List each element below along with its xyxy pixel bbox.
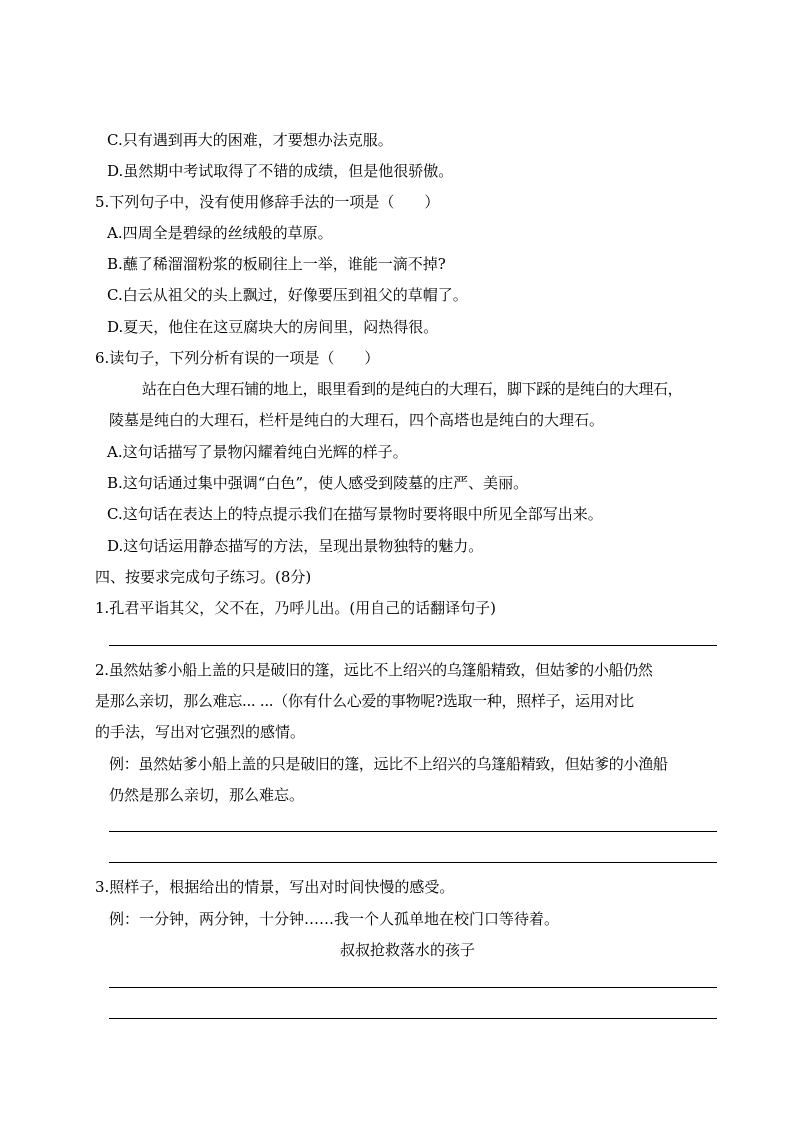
section4-q1: 1.孔君平诣其父，父不在，乃呼儿出。(用自己的话翻译句子) (95, 599, 497, 617)
section4-q2-line3: 的手法，写出对它强烈的感情。 (95, 723, 306, 741)
q6-option-a: A.这句话描写了景物闪耀着纯白光辉的样子。 (107, 443, 408, 461)
q4-option-d: D.虽然期中考试取得了不错的成绩，但是他很骄傲。 (107, 162, 454, 180)
q5-option-a: A.四周全是碧绿的丝绒般的草原。 (107, 224, 333, 242)
section4-q2-example-line1: 例：虽然姑爹小船上盖的只是破旧的篷，远比不上绍兴的乌篷船精致，但姑爹的小渔船 (109, 755, 668, 773)
q6-stem: 6.读句子，下列分析有误的一项是（ ） (95, 349, 380, 367)
answer-line-q2-2[interactable] (109, 862, 717, 863)
section4-q3: 3.照样子，根据给出的情景，写出对时间快慢的感受。 (95, 878, 455, 896)
q6-option-d: D.这句话运用静态描写的方法，呈现出景物独特的魅力。 (107, 537, 484, 555)
q6-option-b: B.这句话通过集中强调“白色”，使人感受到陵墓的庄严、美丽。 (107, 474, 529, 492)
section4-q3-example: 例：一分钟，两分钟，十分钟……我一个人孤单地在校门口等待着。 (109, 910, 560, 928)
section4-q2-line2: 是那么亲切，那么难忘... ...（你有什么心爱的事物呢?选取一种，照样子，运用对比 (95, 692, 634, 710)
section4-heading: 四、按要求完成句子练习。(8分) (95, 568, 312, 586)
q4-option-c: C.只有遇到再大的困难，才要想办法克服。 (107, 131, 393, 149)
section4-q3-scene: 叔叔抢救落水的孩子 (340, 941, 476, 959)
q5-option-b: B.蘸了稀溜溜粉浆的板刷往上一举，谁能一滴不掉? (107, 255, 446, 273)
q6-option-c: C.这句话在表达上的特点提示我们在描写景物时要将眼中所见全部写出来。 (107, 505, 603, 523)
q6-passage-line1: 站在白色大理石铺的地上，眼里看到的是纯白的大理石，脚下踩的是纯白的大理石， (142, 380, 683, 398)
q6-passage-line2: 陵墓是纯白的大理石，栏杆是纯白的大理石，四个高塔也是纯白的大理石。 (109, 411, 605, 429)
section4-q2-example-line2: 仍然是那么亲切，那么难忘。 (109, 786, 305, 804)
answer-line-q3-2[interactable] (109, 1018, 717, 1019)
section4-q2-line1: 2.虽然姑爹小船上盖的只是破旧的篷，远比不上绍兴的乌篷船精致，但姑爹的小船仍然 (95, 661, 653, 679)
answer-line-q3-1[interactable] (109, 987, 717, 988)
answer-line-q1[interactable] (109, 645, 717, 646)
answer-line-q2-1[interactable] (109, 831, 717, 832)
q5-option-c: C.白云从祖父的头上飘过，好像要压到祖父的草帽了。 (107, 286, 468, 304)
q5-stem: 5.下列句子中，没有使用修辞手法的一项是（ ） (95, 193, 440, 211)
q5-option-d: D.夏天，他住在这豆腐块大的房间里，闷热得很。 (107, 318, 439, 336)
